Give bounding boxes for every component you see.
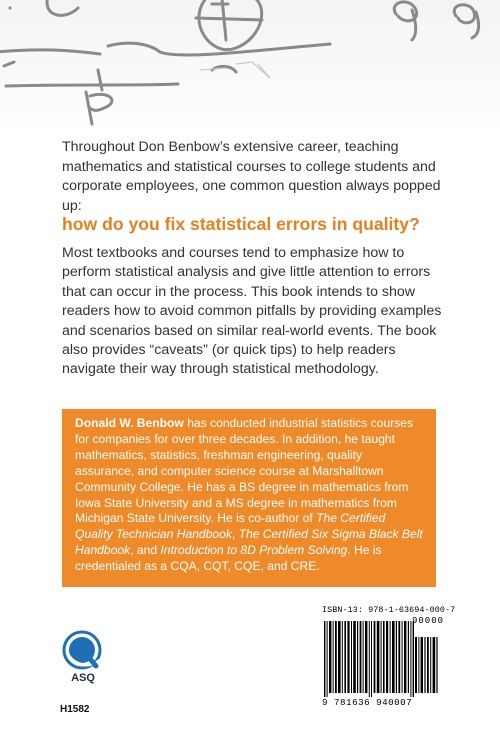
cover-photo-math-handwriting (0, 0, 500, 135)
intro-paragraph: Throughout Don Benbow’s extensive career, teaching mathematics and statistical courses to college students and corporate employees, one common question always popped up: (62, 139, 441, 214)
author-bio-text (75, 416, 424, 575)
book-title-3: Introduction to 8D Problem Solving (160, 543, 348, 558)
isbn-label: ISBN-13: 978-1-63694-000-7 (322, 605, 456, 615)
price-code: 90000 (412, 616, 445, 626)
barcode-bars (322, 617, 440, 697)
book-title-1: The Certified Quality Technician Handbook (75, 511, 386, 542)
description-paragraph: Most textbooks and courses tend to emphasize how to perform statistical analysis and give little attention to errors that can occur in the process. This book intends to show readers how to avoid common pitfalls by providing examples and scenarios based on similar real-world events. The book also provides “caveats” (or quick tips) to help readers navigate their way through statistical methodology. (62, 245, 442, 378)
isbn-barcode (322, 605, 456, 725)
author-name: Donald W. Benbow (75, 416, 184, 430)
author-bio-box (62, 409, 436, 587)
product-code: H1582 (60, 704, 90, 715)
bio-separator-1: , (231, 527, 239, 542)
publisher-name: ASQ (71, 672, 95, 684)
bio-separator-2: , and (130, 543, 161, 558)
barcode-digits: 9 781636 940007 (322, 697, 413, 708)
bio-text-part-2: . He is credentialed as a CQA, CQT, CQE, and CRE. (75, 543, 382, 574)
bio-text-part-1: has conducted industrial statistics courses for companies for over three decades. In addition, he taught mathematics, statistics, freshman engineering, quality assurance, and computer science course at Marshalltown Community College. He has a BS degree in mathematics from Iowa State University and a MS degree in mathematics from Michigan State University. He is co-author of (75, 416, 414, 526)
headline-question: how do you fix statistical errors in quality? (62, 214, 420, 234)
handwritten-equation-image (0, 0, 500, 135)
book-title-2: The Certified Six Sigma Black Belt Handbook (75, 527, 423, 558)
